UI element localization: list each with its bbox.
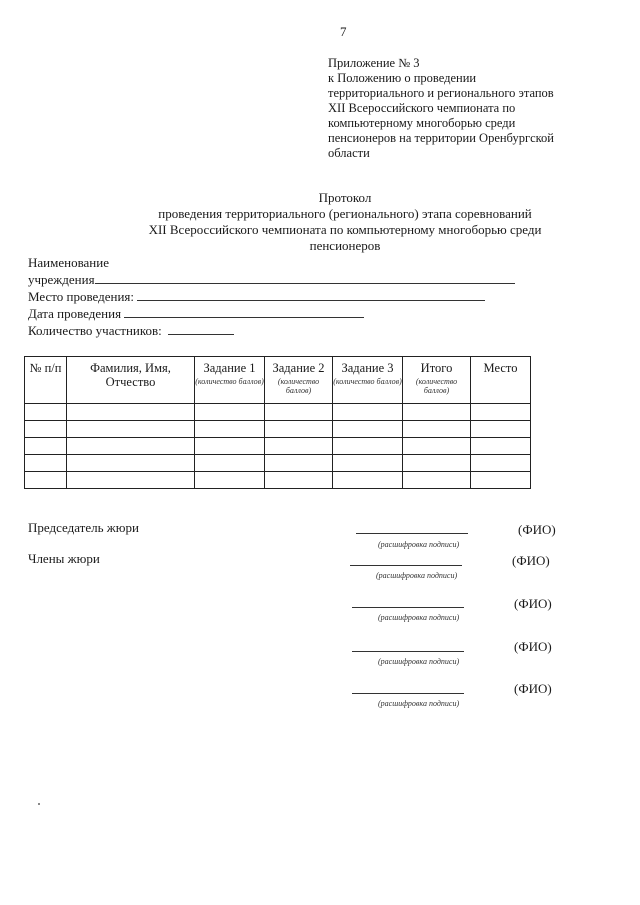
appendix-header xyxy=(328,56,554,161)
page-number: 7 xyxy=(340,24,347,39)
col-task1-label: Задание 1 xyxy=(203,361,256,375)
table-cell[interactable] xyxy=(195,404,265,421)
table-row xyxy=(25,472,531,489)
appendix-line: Приложение № 3 xyxy=(328,56,420,70)
table-cell[interactable] xyxy=(25,455,67,472)
col-task2 xyxy=(265,357,333,404)
date-row xyxy=(28,305,515,322)
table-cell[interactable] xyxy=(195,472,265,489)
info-fields xyxy=(28,254,515,339)
table-row xyxy=(25,455,531,472)
member-signature-line[interactable] xyxy=(352,651,464,652)
appendix-line: компьютерному многоборью среди xyxy=(328,116,516,130)
chair-label: Председатель жюри xyxy=(28,520,139,535)
col-number xyxy=(25,357,67,404)
col-place xyxy=(471,357,531,404)
table-cell[interactable] xyxy=(25,404,67,421)
table-row xyxy=(25,421,531,438)
venue-row xyxy=(28,288,515,305)
member-signature-note: (расшифровка подписи) xyxy=(378,657,460,666)
chair-signature-note: (расшифровка подписи) xyxy=(378,540,460,549)
scan-speck xyxy=(38,803,40,805)
protocol-title xyxy=(60,190,630,254)
table-cell[interactable] xyxy=(67,421,195,438)
member-signature-line[interactable] xyxy=(352,607,464,608)
appendix-line: области xyxy=(328,146,370,160)
table-row xyxy=(25,438,531,455)
member-fio: (ФИО) xyxy=(514,681,552,696)
table-cell[interactable] xyxy=(67,455,195,472)
appendix-line: XII Всероссийского чемпионата по xyxy=(328,101,516,115)
count-row xyxy=(28,322,515,339)
col-task1-note: (количество баллов) xyxy=(195,377,264,386)
table-cell[interactable] xyxy=(403,472,471,489)
member-signature-note: (расшифровка подписи) xyxy=(378,699,460,708)
table-cell[interactable] xyxy=(265,472,333,489)
col-task2-label: Задание 2 xyxy=(272,361,325,375)
col-name xyxy=(67,357,195,404)
table-cell[interactable] xyxy=(403,455,471,472)
institution-row xyxy=(28,271,515,288)
table-cell[interactable] xyxy=(333,472,403,489)
results-table xyxy=(24,356,531,489)
table-cell[interactable] xyxy=(471,455,531,472)
col-total-label: Итого xyxy=(420,361,453,375)
table-cell[interactable] xyxy=(471,421,531,438)
table-cell[interactable] xyxy=(403,421,471,438)
title-line: Протокол xyxy=(318,190,372,205)
table-cell[interactable] xyxy=(265,421,333,438)
table-cell[interactable] xyxy=(195,438,265,455)
member-signature-note: (расшифровка подписи) xyxy=(378,613,460,622)
chair-signature-line[interactable] xyxy=(356,533,468,534)
table-cell[interactable] xyxy=(333,404,403,421)
col-place-label: Место xyxy=(483,361,518,375)
col-total xyxy=(403,357,471,404)
table-row xyxy=(25,404,531,421)
member-signature-line[interactable] xyxy=(352,693,464,694)
institution-label-cont: учреждения xyxy=(28,272,95,287)
member-signature-note: (расшифровка подписи) xyxy=(376,571,458,580)
table-cell[interactable] xyxy=(403,404,471,421)
table-cell[interactable] xyxy=(195,455,265,472)
table-cell[interactable] xyxy=(265,455,333,472)
table-cell[interactable] xyxy=(67,472,195,489)
table-cell[interactable] xyxy=(333,421,403,438)
count-label: Количество участников: xyxy=(28,323,162,338)
institution-field[interactable] xyxy=(95,272,515,284)
appendix-line: к Положению о проведении xyxy=(328,71,477,85)
col-task3-label: Задание 3 xyxy=(341,361,394,375)
col-task1 xyxy=(195,357,265,404)
date-label: Дата проведения xyxy=(28,306,122,321)
table-cell[interactable] xyxy=(333,455,403,472)
member-fio: (ФИО) xyxy=(512,553,550,568)
title-line: проведения территориального (регионального) этапа соревнований xyxy=(158,206,532,221)
institution-label-row xyxy=(28,254,515,271)
table-cell[interactable] xyxy=(195,421,265,438)
count-field[interactable] xyxy=(168,323,234,335)
member-signature-line[interactable] xyxy=(350,565,462,566)
table-cell[interactable] xyxy=(265,404,333,421)
title-line: XII Всероссийского чемпионата по компьютерному многоборью среди xyxy=(148,222,542,237)
col-name-label: Фамилия, Имя, Отчество xyxy=(90,361,171,389)
venue-label: Место проведения: xyxy=(28,289,135,304)
table-cell[interactable] xyxy=(25,421,67,438)
institution-label: Наименование xyxy=(28,255,109,270)
date-field[interactable] xyxy=(124,306,364,318)
members-label: Члены жюри xyxy=(28,551,100,566)
title-line: пенсионеров xyxy=(309,238,381,253)
appendix-line: территориального и регионального этапов xyxy=(328,86,554,100)
table-cell[interactable] xyxy=(471,438,531,455)
table-cell[interactable] xyxy=(25,472,67,489)
col-number-label: № п/п xyxy=(29,361,62,375)
member-fio: (ФИО) xyxy=(514,596,552,611)
chair-fio: (ФИО) xyxy=(518,522,556,537)
appendix-line: пенсионеров на территории Оренбургской xyxy=(328,131,554,145)
table-cell[interactable] xyxy=(471,472,531,489)
venue-field[interactable] xyxy=(137,289,485,301)
col-total-note: (количество баллов) xyxy=(415,377,458,395)
table-cell[interactable] xyxy=(265,438,333,455)
table-cell[interactable] xyxy=(403,438,471,455)
col-task3-note: (количество баллов) xyxy=(333,377,402,386)
col-task2-note: (количество баллов) xyxy=(277,377,320,395)
table-cell[interactable] xyxy=(67,438,195,455)
table-header-row xyxy=(25,357,531,404)
member-fio: (ФИО) xyxy=(514,639,552,654)
table-cell[interactable] xyxy=(333,438,403,455)
table-cell[interactable] xyxy=(67,404,195,421)
table-cell[interactable] xyxy=(25,438,67,455)
table-cell[interactable] xyxy=(471,404,531,421)
col-task3 xyxy=(333,357,403,404)
